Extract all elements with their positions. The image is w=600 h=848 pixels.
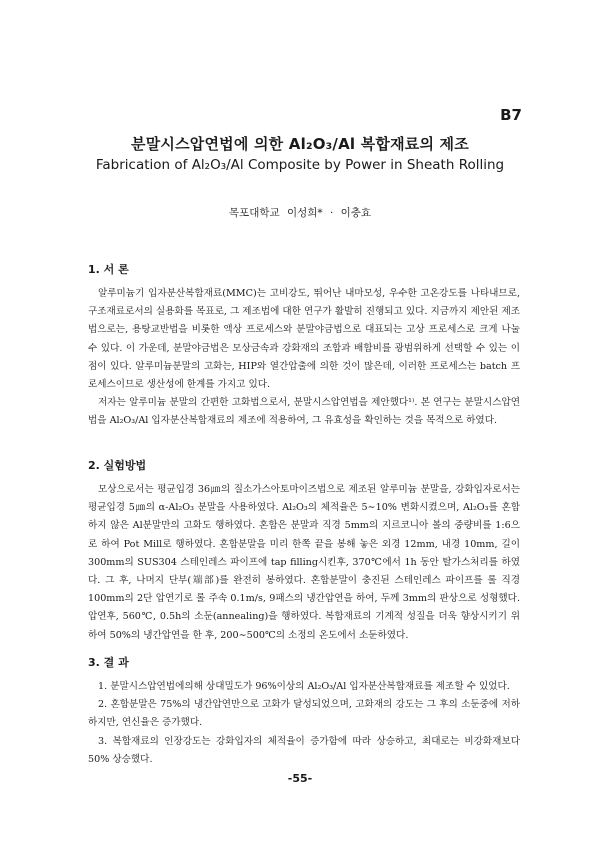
introduction-body — [88, 285, 520, 431]
session-code: B7 — [500, 106, 522, 124]
results-body — [88, 678, 520, 769]
result-item-2: 2. 혼합분말은 75%의 냉간압연만으로 고화가 달성되었으며, 고화재의 강도는 그 후의 소둔중에 저하하지만, 연신율은 증가했다. — [88, 699, 520, 729]
method-paragraph: 모상으로서는 평균입경 36㎛의 질소가스아토마이즈법으로 제조된 알루미늄 분말을, 강화입자로서는 평균입경 5㎛의 α-Al₂O₃ 분말을 사용하였다. Al₂O₃의 체적율은 5∼10% 변화시켰으며, Al₂O₃를 혼합하지 않은 Al분말만의 고화도 행하였다. 혼합은 분말과 직경 5mm의 지르코니아 볼의 중량비를 1:6으로 하여 Pot Mill로 행하였다. 혼합분말을 미리 한쪽 끝을 봉해 놓은 외경 12mm, 내경 10mm, 길이 300mm의 SUS304 스테인레스 파이프에 tap filling시킨후, 370℃에서 1h 동안 탈가스처리를 하였다. 그 후, 나머지 단부(端部)를 완전히 봉하였다. 혼합분말이 충진된 스테인레스 파이프를 롤 직경 100mm의 2단 압연기로 롤 주속 0.1m/s, 9패스의 냉간압연을 하여, 두께 3mm의 판상으로 성형했다. 압연후, 560℃, 0.5h의 소둔(annealing)을 행하였다. 복합재료의 기계적 성질을 더욱 향상시키기 위하여 50%의 냉간압연을 한 후, 200∼500℃의 소정의 온도에서 소둔하였다. — [88, 484, 520, 641]
heading-introduction: 1. 서 론 — [88, 263, 129, 276]
method-body — [88, 481, 520, 645]
heading-results: 3. 결 과 — [88, 656, 129, 669]
author-line: 목포대학교 이성희* · 이충효 — [228, 207, 372, 219]
title-korean: 분말시스압연법에 의한 Al₂O₃/Al 복합재료의 제조 — [131, 135, 469, 153]
introduction-paragraph-2: 저자는 알루미늄 분말의 간편한 고화법으로서, 분말시스압연법을 제안했다¹⁾. 본 연구는 분말시스압연법을 Al₂O₃/Al 입자분산복합재료의 제조에 적용하여, 그 유효성을 확인하는 것을 목적으로 하였다. — [88, 397, 520, 427]
heading-method: 2. 실험방법 — [88, 459, 147, 472]
title-english: Fabrication of Al₂O₃/Al Composite by Power in Sheath Rolling — [95, 157, 505, 173]
result-item-3: 3. 복합재료의 인장강도는 강화입자의 체적율이 증가함에 따라 상승하고, 최대로는 비강화재보다 50% 상승했다. — [88, 735, 520, 765]
page-number: -55- — [287, 772, 313, 785]
result-item-1: 1. 분말시스압연법에의해 상대밀도가 96%이상의 Al₂O₃/Al 입자분산복합재료를 제조할 수 있었다. — [98, 681, 510, 692]
introduction-paragraph-1: 알루미늄기 입자분산복합재료(MMC)는 고비강도, 뛰어난 내마모성, 우수한 고온강도를 나타내므로, 구조재료로서의 실용화를 목표로, 그 제조법에 대한 연구가 활발히 진행되고 있다. 지금까지 제안된 제조법으로는, 용탕교반법을 비롯한 액상 프로세스와 분말야금법으로 대표되는 고상 프로세스로 크게 나눌 수 있다. 이 가운데, 분말야금법은 모상금속과 강화재의 조합과 배합비를 광범위하게 선택할 수 있는 이점이 있다. 알루미늄분말의 고화는, HIP와 열간압출에 의한 것이 많은데, 이러한 프로세스는 batch 프로세스이므로 생산성에 한계를 가지고 있다. — [88, 288, 520, 391]
